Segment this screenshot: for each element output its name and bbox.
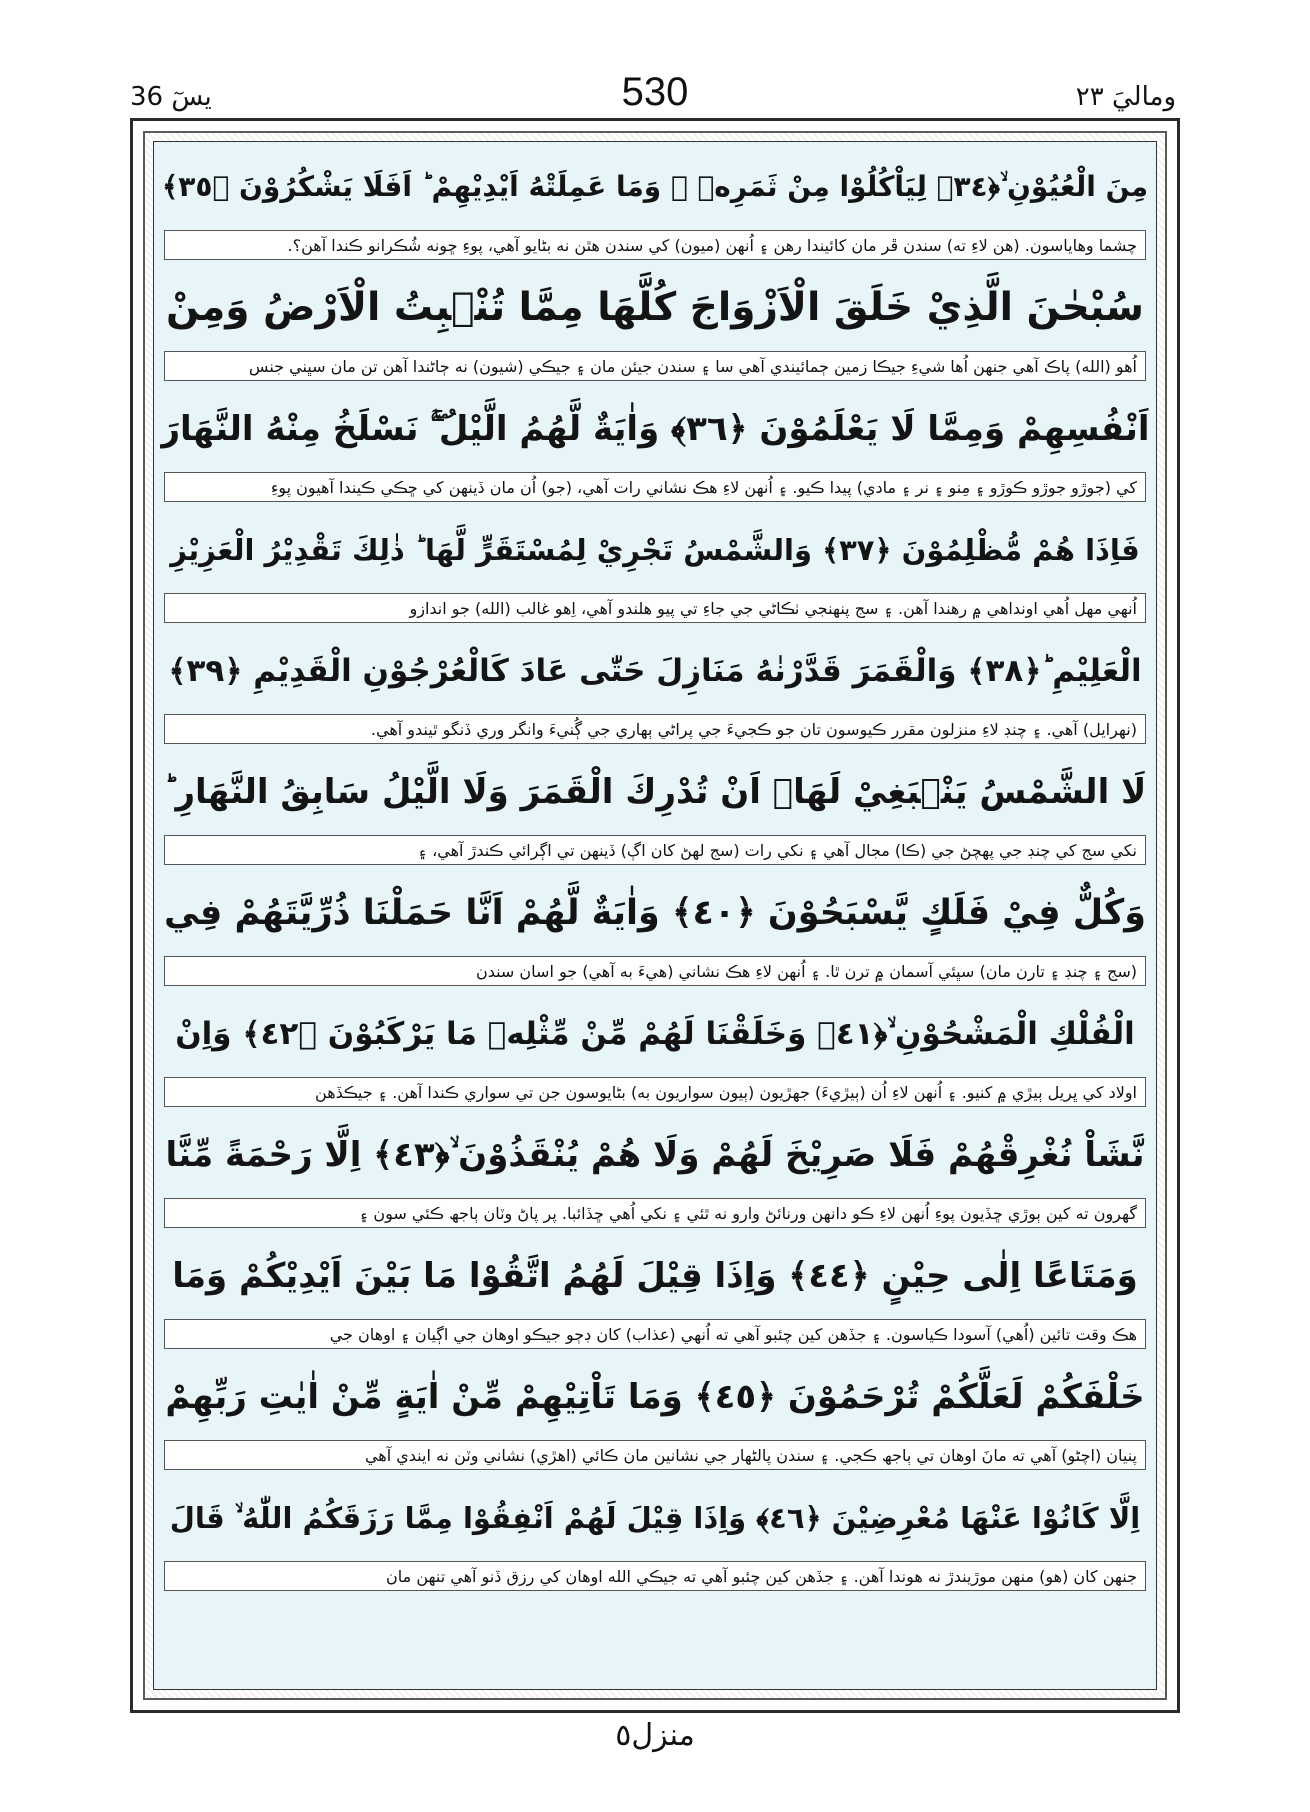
translation-line: اُنهي مهل اُهي اونداهي ۾ رهندا آهن. ۽ سج پنهنجي ٺڪاڻي جي جاءِ تي پيو هلندو آهي، اِهو غالب (الله) جو اندازو xyxy=(164,593,1146,623)
ayah-line: الْعَلِيْمِ ؕ﴿٣٨﴾ وَالْقَمَرَ قَدَّرْنٰهُ مَنَازِلَ حَتّٰى عَادَ كَالْعُرْجُوْنِ الْقَدِيْمِ ﴿٣٩﴾ xyxy=(168,653,1142,689)
ayah-line: نَّشَاْ نُغْرِقْهُمْ فَلَا صَرِيْخَ لَهُمْ وَلَا هُمْ يُنْقَذُوْنَ ۙ﴿٤٣﴾ اِلَّا رَحْمَةً مِّنَّا xyxy=(165,1135,1145,1175)
translation-line: نکي سج کي چنڊ جي پهچڻ جي (ڪا) مجال آهي ۽ نکي رات (سج لهڻ کان اڳ) ڏينهن تي اڳرائي ڪندڙ آهي، ۽ xyxy=(164,835,1146,865)
translation-line: چشما وهاياسون. (هن لاءِ ته) سندن ڦر مان کائيندا رهن ۽ اُنهن (ميون) کي سندن هٿن نه بڻايو آهي، پوءِ ڇونه شُڪرانو ڪندا آهن؟. xyxy=(164,230,1146,260)
surah-label: یسٓ 36 xyxy=(130,82,212,112)
line-block xyxy=(160,872,1150,993)
ayah-line: اَنْفُسِهِمْ وَمِمَّا لَا يَعْلَمُوْنَ ﴿٣٦﴾ وَاٰيَةٌ لَّهُمُ الَّيْلُ ۚۖ نَسْلَخُ مِنْهُ النَّهَارَ xyxy=(160,409,1150,449)
translation-line: پنيان (اچڻو) آهي ته مانَ اوهان تي ٻاجھ ڪجي. ۽ سندن پالڻهار جي نشانين مان ڪائي (اهڙي) نشاني وٽن نه ايندي آهي xyxy=(164,1440,1146,1470)
page-header xyxy=(0,0,1310,114)
page-frame xyxy=(130,118,1180,1713)
page-number: 530 xyxy=(621,70,689,114)
ayah-line: مِنَ الْعُيُوْنِ ۙ﴿٣٤﴾ لِيَاْكُلُوْا مِنْ ثَمَرِهٖ ۙ وَمَا عَمِلَتْهُ اَيْدِيْهِمْ ؕ اَفَلَا يَشْكُرُوْنَ ﴿٣٥﴾ xyxy=(161,170,1149,203)
line-block xyxy=(160,267,1150,388)
juz-label: وماليَ ٢٣ xyxy=(1075,82,1176,112)
line-block xyxy=(160,630,1150,751)
ayah-line: سُبْحٰنَ الَّذِيْ خَلَقَ الْاَزْوَاجَ كُلَّهَا مِمَّا تُنْۢبِتُ الْاَرْضُ وَمِنْ xyxy=(165,285,1145,330)
ayah-line: لَا الشَّمْسُ يَنْۢبَغِيْ لَهَاۤ اَنْ تُدْرِكَ الْقَمَرَ وَلَا الَّيْلُ سَابِقُ النَّهَارِ ؕ xyxy=(163,772,1147,812)
line-block xyxy=(160,993,1150,1114)
line-block xyxy=(160,146,1150,267)
line-block xyxy=(160,1477,1150,1598)
translation-line: گهرون ته کين ٻوڙي ڇڏيون پوءِ اُنهن لاءِ ڪو دانهن ورنائڻ وارو نه ٿئي ۽ نکي اُهي ڇڏائبا. پر پاڻ وٽان ٻاجھ ڪئي سون ۽ xyxy=(164,1198,1146,1228)
translation-line: (نهرايل) آهي. ۽ چنڊ لاءِ منزلون مقرر ڪيوسون تان جو ڪجيءَ جي پراڻي ٻهاري جي ڳُنيءَ وانگر وري ڏنگو ٿيندو آهي. xyxy=(164,714,1146,744)
ayah-line: وَمَتَاعًا اِلٰى حِيْنٍ ﴿٤٤﴾ وَاِذَا قِيْلَ لَهُمُ اتَّقُوْا مَا بَيْنَ اَيْدِيْكُمْ وَمَا xyxy=(172,1256,1138,1296)
line-block xyxy=(160,1356,1150,1477)
line-block xyxy=(160,1235,1150,1356)
translation-line: جنهن کان (هو) منهن موڙيندڙ نه هوندا آهن. ۽ جڏهن کين چئبو آهي ته جيڪي الله اوهان کي رزق ڏنو آهي تنهن مان xyxy=(164,1561,1146,1591)
ayah-line: وَكُلٌّ فِيْ فَلَكٍ يَّسْبَحُوْنَ ﴿٤٠﴾ وَاٰيَةٌ لَّهُمْ اَنَّا حَمَلْنَا ذُرِّيَّتَهُمْ فِي xyxy=(163,893,1147,933)
translation-line: کي (جوڙو جوڙو ڪوڙو ۽ مِنو ۽ نر ۽ مادي) پيدا ڪيو. ۽ اُنهن لاءِ هڪ نشاني رات آهي، (جو) اُن مان ڏينهن کي ڇڪي ڪيندا آهيون پوءِ xyxy=(164,472,1146,502)
line-block xyxy=(160,751,1150,872)
translation-line: اُهو (الله) پاڪ آهي جنهن اُها شيءِ جيڪا زمين ڄمائيندي آهي سا ۽ سندن جيئن مان ۽ جيڪي (شيون) نه ڄاڻندا آهن تن مان سڀني جنس xyxy=(164,351,1146,381)
line-block xyxy=(160,1114,1150,1235)
translation-line: هڪ وقت تائين (اُهي) آسودا ڪياسون. ۽ جڏهن کين چئبو آهي ته اُنهي (عذاب) کان ڊڄو جيڪو اوهان جي اڳيان ۽ اوهان جي xyxy=(164,1319,1146,1349)
translation-line: اولاد کي ڀريل ٻيڙي ۾ کنيو. ۽ اُنهن لاءِ اُن (ٻيڙيءَ) جهڙيون (ٻيون سواريون به) بڻايوسون جن تي سواري ڪندا آهن. ۽ جيڪڏهن xyxy=(164,1077,1146,1107)
text-panel xyxy=(153,141,1157,1690)
decorative-border xyxy=(143,131,1167,1700)
manzil-label: منزل٥ xyxy=(615,1718,695,1753)
ayah-line: اِلَّا كَانُوْا عَنْهَا مُعْرِضِيْنَ ﴿٤٦﴾ وَاِذَا قِيْلَ لَهُمْ اَنْفِقُوْا مِمَّا رَزَقَكُمُ اللّٰهُ ۙ قَالَ xyxy=(169,1501,1141,1535)
ayah-line: فَاِذَا هُمْ مُّظْلِمُوْنَ ﴿٣٧﴾ وَالشَّمْسُ تَجْرِيْ لِمُسْتَقَرٍّ لَّهَا ؕ ذٰلِكَ تَقْدِيْرُ الْعَزِيْزِ xyxy=(170,533,1140,567)
translation-line: (سج ۽ چنڊ ۽ تارن مان) سڀئي آسمان ۾ ترن ٿا. ۽ اُنهن لاءِ هڪ نشاني (هيءَ به آهي) جو اسان سندن xyxy=(164,956,1146,986)
line-block xyxy=(160,509,1150,630)
ayah-line: خَلْفَكُمْ لَعَلَّكُمْ تُرْحَمُوْنَ ﴿٤٥﴾ وَمَا تَاْتِيْهِمْ مِّنْ اٰيَةٍ مِّنْ اٰيٰتِ رَبِّهِمْ xyxy=(165,1377,1145,1417)
line-block xyxy=(160,388,1150,509)
ayah-line: الْفُلْكِ الْمَشْحُوْنِ ۙ﴿٤١﴾ وَخَلَقْنَا لَهُمْ مِّنْ مِّثْلِهٖ مَا يَرْكَبُوْنَ ﴿٤٢﴾ وَاِنْ xyxy=(175,1016,1135,1052)
